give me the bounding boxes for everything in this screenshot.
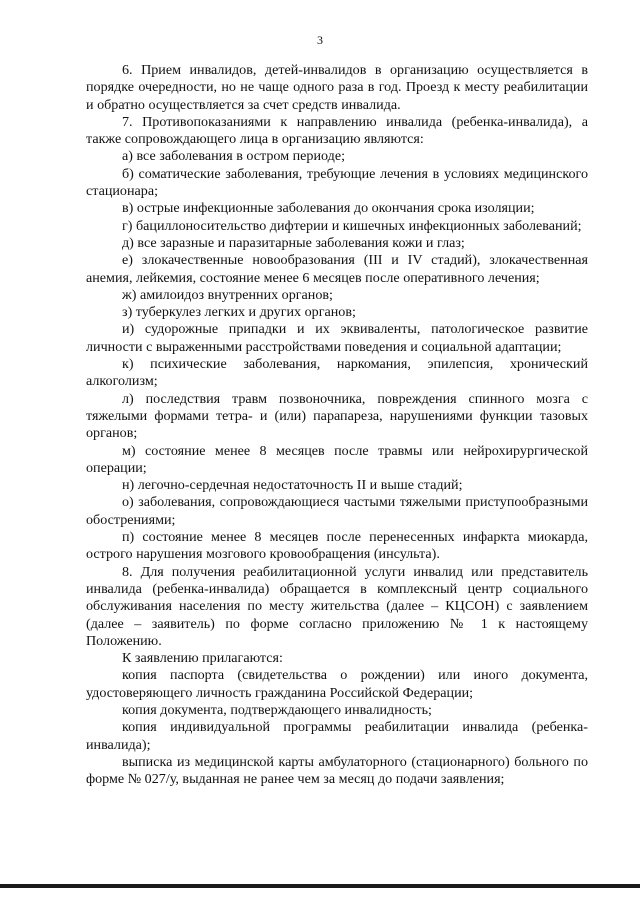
- document-body: [86, 62, 588, 788]
- list-item-g: г) бациллоносительство дифтерии и кишечных инфекционных заболеваний;: [122, 217, 582, 234]
- list-item-k: к) психические заболевания, наркомания, эпилепсия, хронический алкоголизм;: [86, 356, 588, 390]
- page-number: 3: [317, 33, 323, 47]
- list-item-b: б) соматические заболевания, требующие лечения в условиях медицинского стационара;: [86, 165, 588, 200]
- attachment-passport: копия паспорта (свидетельства о рождении) или иного документа, удостоверяющего личность гражданина Российской Федерации;: [86, 667, 588, 701]
- list-item-n: н) легочно-сердечная недостаточность II и выше стадий;: [122, 477, 463, 494]
- list-item-m: м) состояние менее 8 месяцев после травмы или нейрохирургической операции;: [86, 442, 588, 476]
- attachments-heading: К заявлению прилагаются:: [122, 650, 283, 667]
- list-item-l: л) последствия травм позвоночника, повреждения спинного мозга с тяжелыми формами тетра- и (или) парапареза, нарушениями функции тазовых органов;: [86, 390, 588, 442]
- list-item-z: з) туберкулез легких и других органов;: [122, 304, 356, 321]
- list-item-d: д) все заразные и паразитарные заболевания кожи и глаз;: [122, 234, 465, 251]
- list-item-e: е) злокачественные новообразования (III и IV стадий), злокачественная анемия, лейкемия, состояние менее 6 месяцев после оперативного лечения;: [86, 252, 588, 286]
- attachment-rehabilitation-program: копия индивидуальной программы реабилитации инвалида (ребенка-инвалида);: [86, 719, 588, 753]
- paragraph-7: 7. Противопоказаниями к направлению инвалида (ребенка-инвалида), а также сопровождающего лица в организацию являются:: [86, 113, 588, 148]
- list-item-o: о) заболевания, сопровождающиеся частыми тяжелыми приступообразными обострениями;: [86, 494, 588, 528]
- list-item-i: и) судорожные припадки и их эквиваленты, патологическое развитие личности с выраженными расстройствами поведения и социальной адаптации;: [86, 321, 588, 355]
- list-item-v: в) острые инфекционные заболевания до окончания срока изоляции;: [122, 200, 535, 217]
- attachment-disability-document: копия документа, подтверждающего инвалидность;: [122, 701, 432, 718]
- attachment-medical-extract: выписка из медицинской карты амбулаторного (стационарного) больного по форме № 027/у, выданная не ранее чем за месяц до подачи заявления;: [86, 753, 588, 788]
- list-item-a: а) все заболевания в остром периоде;: [122, 148, 346, 165]
- list-item-zh: ж) амилоидоз внутренних органов;: [122, 286, 333, 303]
- paragraph-8: 8. Для получения реабилитационной услуги инвалид или представитель инвалида (ребенка-инвалида) обращается в комплексный центр социального обслуживания населения по месту жительства (далее – КЦСОН) с заявлением (далее – заявитель) по форме согласно приложению № 1 к настоящему Положению.: [86, 563, 588, 649]
- scan-edge-divider: [0, 884, 640, 888]
- paragraph-6: 6. Прием инвалидов, детей-инвалидов в организацию осуществляется в порядке очередности, но не чаще одного раза в год. Проезд к месту реабилитации и обратно осуществляется за счет средств инвалида.: [86, 62, 588, 113]
- list-item-p: п) состояние менее 8 месяцев после перенесенных инфаркта миокарда, острого нарушения мозгового кровообращения (инсульта).: [86, 529, 588, 563]
